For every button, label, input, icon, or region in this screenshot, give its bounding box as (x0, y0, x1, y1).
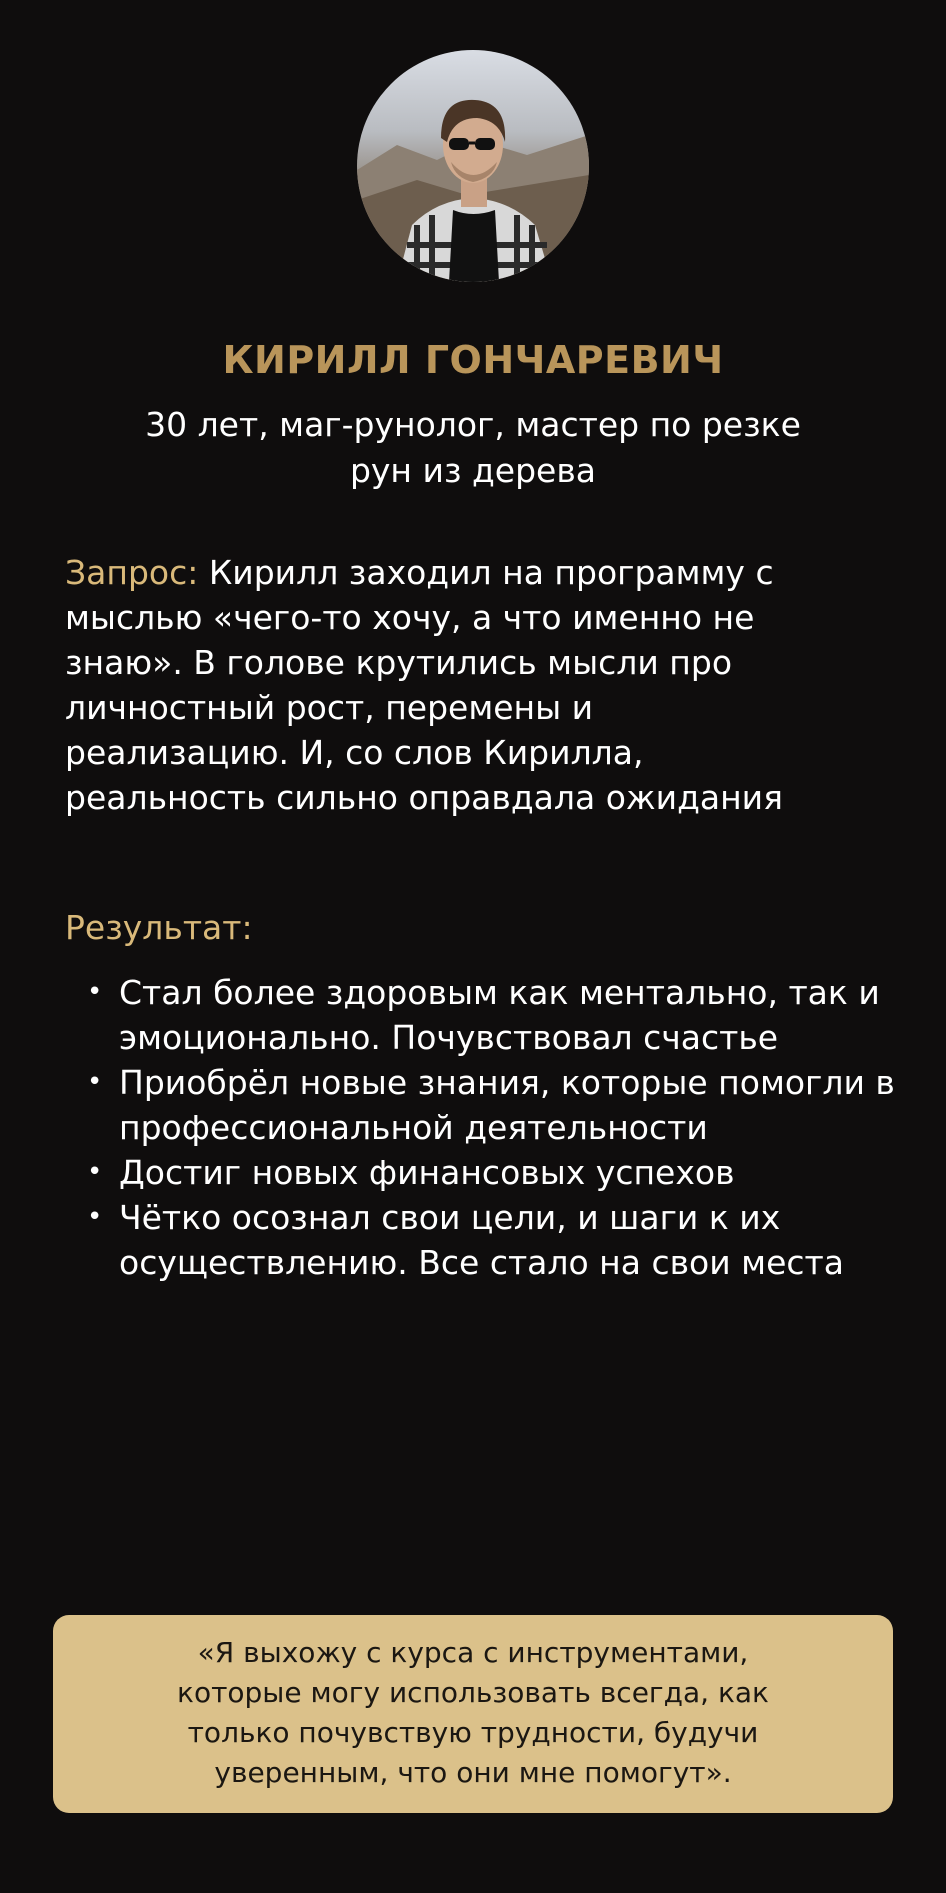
result-list (65, 970, 895, 1285)
result-label: Результат: (65, 908, 253, 947)
bullet-icon: • (87, 977, 103, 1007)
list-item (65, 970, 895, 1060)
list-item (65, 1150, 895, 1195)
list-item-text: Чётко осознал свои цели, и шаги к их осуществлению. Все стало на свои места (119, 1198, 844, 1282)
request-label: Запрос: (65, 553, 199, 592)
quote-text: «Я выхожу с курса с инструментами, которые могу использовать всегда, как только почувствую трудности, будучи уверенным, что они мне помогут». (177, 1636, 769, 1789)
bullet-icon: • (87, 1157, 103, 1187)
list-item (65, 1060, 895, 1150)
person-subtitle: 30 лет, маг-рунолог, мастер по резке рун из дерева (145, 405, 801, 490)
list-item (65, 1195, 895, 1285)
avatar (357, 50, 589, 282)
quote-box (53, 1615, 893, 1813)
list-item-text: Приобрёл новые знания, которые помогли в профессиональной деятельности (119, 1063, 895, 1147)
list-item-text: Стал более здоровым как ментально, так и эмоционально. Почувствовал счастье (119, 973, 880, 1057)
bullet-icon: • (87, 1067, 103, 1097)
bullet-icon: • (87, 1202, 103, 1232)
person-photo-icon (357, 50, 589, 282)
list-item-text: Достиг новых финансовых успехов (119, 1153, 735, 1192)
request-text: Кирилл заходил на программу с мыслью «чего-то хочу, а что именно не знаю». В голове крутились мысли про личностный рост, перемены и реализацию. И, со слов Кирилла, реальность сильно оправдала ожидания (65, 553, 783, 817)
person-name: КИРИЛЛ ГОНЧАРЕВИЧ (222, 338, 724, 382)
request-paragraph (65, 550, 825, 820)
